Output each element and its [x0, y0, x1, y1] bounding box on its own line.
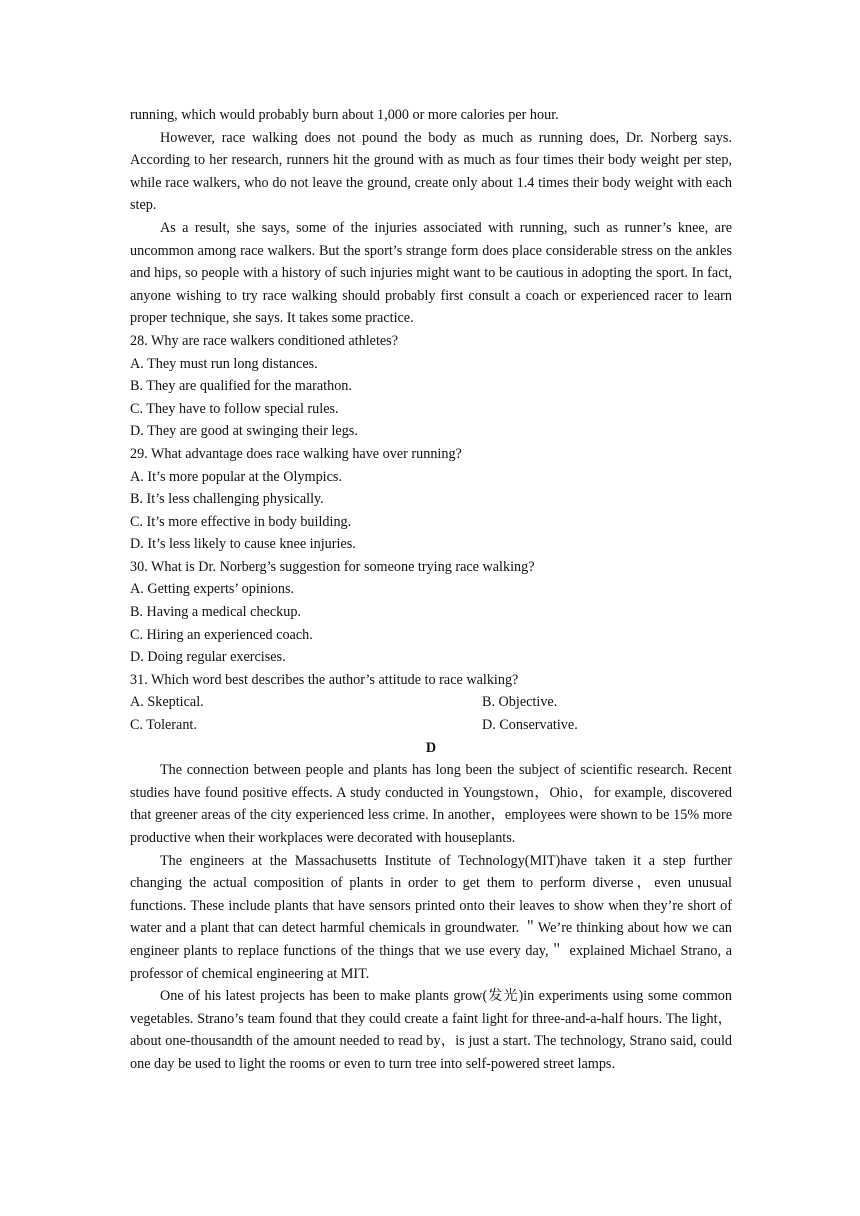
answer-option: B. Objective.	[482, 694, 558, 711]
passage-d-paragraph: The connection between people and plants has long been the subject of scientific research. Recent studies have found positive effects. A study conducted in Youngstown，Ohio，for example, discovered that greener areas of the city experienced less crime. In another，employees were shown to be 15% more productive when their workplaces were decorated with houseplants.	[130, 762, 732, 846]
answer-option: D. They are good at swinging their legs.	[130, 423, 358, 440]
answer-option: C. Hiring an experienced coach.	[130, 626, 313, 643]
passage-c-paragraph: As a result, she says, some of the injuries associated with running, such as runner’s knee, are uncommon among race walkers. But the sport’s strange form does place considerable stress on the ankles and hips, so people with a history of such injuries might want to be cautious in adopting the sport. In fact, anyone wishing to try race walking should probably first consult a coach or experienced racer to learn proper technique, she says. It takes some practice.	[130, 219, 732, 327]
passage-c-paragraph: However, race walking does not pound the body as much as running does, Dr. Norberg says. According to her research, runners hit the ground with as much as four times their body weight per step, while race walkers, who do not leave the ground, create only about 1.4 times their body weight with each step.	[130, 129, 732, 214]
answer-option: D. It’s less likely to cause knee injuries.	[130, 536, 356, 553]
answer-option: B. They are qualified for the marathon.	[130, 378, 352, 395]
option-row	[130, 714, 732, 737]
option-row	[130, 691, 732, 714]
question-stem: 30. What is Dr. Norberg’s suggestion for someone trying race walking?	[130, 558, 535, 575]
section-heading: D	[425, 739, 437, 756]
answer-option: A. They must run long distances.	[130, 355, 318, 372]
question-31	[130, 669, 732, 737]
answer-option: A. It’s more popular at the Olympics.	[130, 468, 342, 485]
answer-option: D. Doing regular exercises.	[130, 649, 286, 666]
answer-option: D. Conservative.	[482, 717, 578, 734]
passage-d-paragraph: The engineers at the Massachusetts Institute of Technology(MIT)have taken it a step further changing the actual composition of plants in order to get them to perform diverse，even unusual functions. These include plants that have sensors printed onto their leaves to show when they’re short of water and a plant that can detect harmful chemicals in groundwater. ＂We’re thinking about how we can engineer plants to replace functions of the things that we use every day,＂ explained Michael Strano, a professor of chemical engineering at MIT.	[130, 852, 732, 982]
document-page	[130, 104, 732, 1076]
answer-option: B. It’s less challenging physically.	[130, 491, 324, 508]
question-stem: 28. Why are race walkers conditioned athletes?	[130, 332, 399, 349]
question-29	[130, 443, 732, 556]
answer-option: C. It’s more effective in body building.	[130, 513, 352, 530]
question-stem: 29. What advantage does race walking have over running?	[130, 445, 462, 462]
answer-option: C. They have to follow special rules.	[130, 400, 339, 417]
answer-option: A. Skeptical.	[130, 694, 204, 711]
question-30	[130, 556, 732, 669]
passage-c-continuation: running, which would probably burn about 1,000 or more calories per hour.	[130, 107, 559, 123]
question-28	[130, 330, 732, 443]
answer-option: A. Getting experts’ opinions.	[130, 581, 295, 598]
answer-option: B. Having a medical checkup.	[130, 604, 301, 621]
passage-d-paragraph: One of his latest projects has been to make plants grow(发光)in experiments using some common vegetables. Strano’s team found that they could create a faint light for three-and-a-half hours. The light，about one-thousandth of the amount needed to read by，is just a start. The technology, Strano said, could one day be used to light the rooms or even to turn tree into self-powered street lamps.	[130, 988, 732, 1072]
answer-option: C. Tolerant.	[130, 717, 197, 734]
question-stem: 31. Which word best describes the author’s attitude to race walking?	[130, 671, 519, 688]
